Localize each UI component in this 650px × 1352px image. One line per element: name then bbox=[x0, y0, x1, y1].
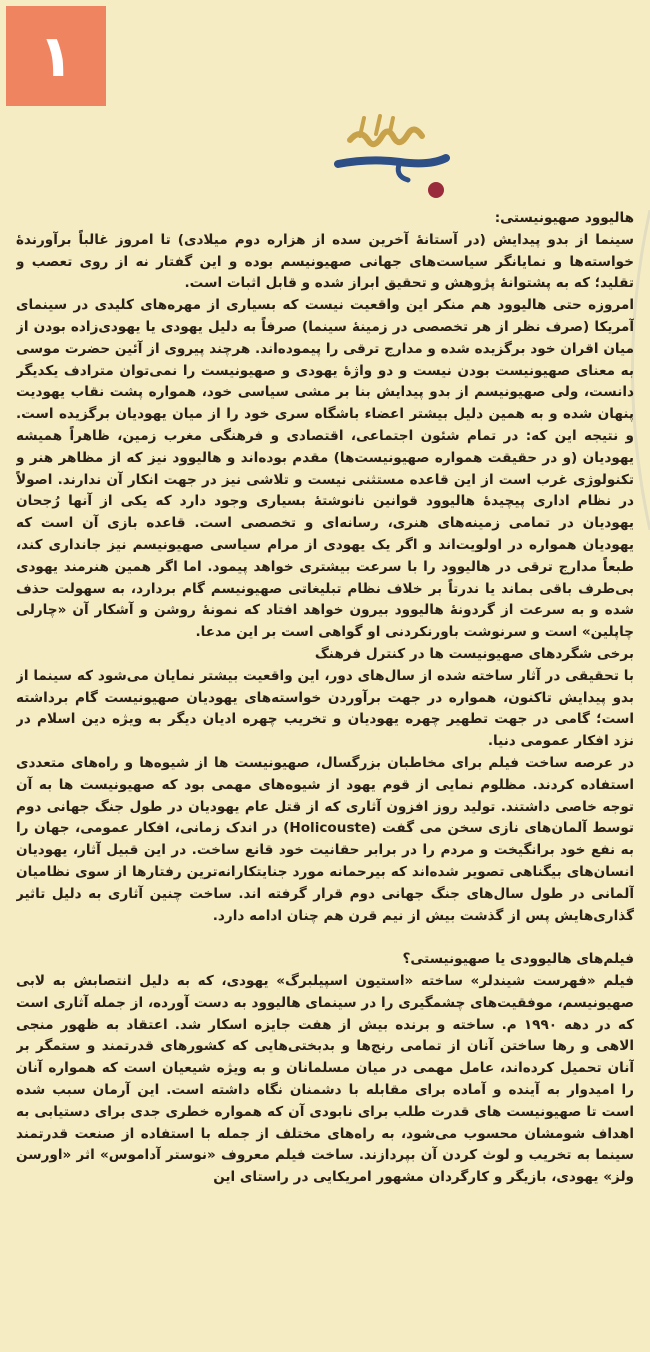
bismillah-calligraphy-icon bbox=[330, 110, 450, 200]
section-gap bbox=[16, 927, 634, 949]
page-number: ۱ bbox=[38, 22, 74, 90]
paragraph: امروزه حتی هالیوود هم منکر این واقعیت نیست که بسیاری از مهره‌های کلیدی در سینمای آمریکا (صرف نظر از هر تخصصی در زمینهٔ سینما) صرفاً به دلیل یهودی یا یهودی‌زاده بودن از میان اقران خود برگزیده شده و مدارج ترقی را پیموده‌اند. هرچند پیروی از آئین حضرت موسی به معنای صهیونیست بودن نیست و دو واژهٔ یهودی و صهیونیست را نمی‌توان مترادف یکدیگر دانست، ولی صهیونیسم از بدو پیدایش بنا بر مشی سیاسی خود، همواره پشت نقاب یهودیت پنهان شده و به همین دلیل بیشتر اعضاء باشگاه سری خود را از میان یهودیان برگزیده است. و نتیجه این که: در تمام شئون اجتماعی، اقتصادی و فرهنگی مغرب زمین، ظاهراً همیشه یهودیان (و در حقیقت همواره صهیونیست‌ها) مقدم بوده‌اند و هالیوود نیز که از مظاهر هنر و تکنولوژی غرب است از این قاعده مستثنی نیست و تلاشی نیز در جهت انکار آن ندارند. اصولاً در نظام اداری پیچیدهٔ هالیوود قوانین نانوشتهٔ بسیاری وجود دارد که یکی از آنها رُجحان یهودیان در تمامی زمینه‌های هنری، رسانه‌ای و تخصصی است. قاعده بازی آن است که یهودیان همواره در اولویت‌اند و اگر یک یهودی از مرام سیاسی صهیونیسم نیز جانداری کند، طبعاً مدارج ترقی در هالیوود را با سرعت بیشتری خواهد پیمود. اما اگر همین هنرمند یهودی بی‌طرف باقی بماند یا ندرتاً بر خلاف نظام تبلیغاتی صهیونیسم گام بردارد، به سهولت حذف شده و به سرعت از گردونهٔ هالیوود بیرون خواهد افتاد که نمونهٔ روشن و آشکار آن «چارلی چاپلین» است و سرنوشت باورنکردنی او گواهی است بر این مدعا. bbox=[16, 297, 634, 641]
paragraph: سینما از بدو پیدایش (در آستانهٔ آخرین سده از هزاره دوم میلادی) تا امروز غالباً برآورندهٔ خواسته‌ها و نمایانگر سیاست‌های جهانی صهیونیسم بوده و این گفتار نه از روی تعصب و تقلید؛ که به پشتوانهٔ پژوهش و تحقیق ابراز شده و قابل اثبات است. bbox=[16, 231, 634, 292]
page-number-badge bbox=[6, 6, 106, 106]
article-body bbox=[16, 208, 634, 1348]
paragraph: در عرصه ساخت فیلم برای مخاطبان بزرگسال، صهیونیست ها از شیوه‌ها و راه‌های متعددی استفاده کردند. مظلوم نمایی از قوم یهود از شیوه‌های مهمی بود که صهیونیست ها به آن توجه خاصی داشتند. تولید روز افزون آثاری که از قتل عام یهودیان در طول جنگ جهانی دوم توسط آلمان‌های نازی سخن می گفت (Holicouste) در اندک زمانی، افکار عمومی، جهان را به نفع خود برانگیخت و مردم را در برابر حقانیت خود قانع ساخت. در این قبیل آثار، یهودیان انسان‌های بیگناهی تصویر شده‌اند که بیرحمانه مورد جنایتکارانه‌ترین رفتارها از سوی نظامیان آلمانی در طول سال‌های جنگ جهانی دوم قرار گرفته اند. ساخت چنین آثاری به دلیل تاثیر گذاری‌هایش پس از گذشت بیش از نیم قرن هم چنان ادامه دارد. bbox=[16, 754, 634, 924]
section-heading-culture-control: برخی شگردهای صهیونیست ها در کنترل فرهنگ bbox=[314, 645, 634, 662]
paragraph: فیلم «فهرست شیندلر» ساخته «استیون اسپیلبرگ» یهودی، که به دلیل انتصابش به لابی صهیونیسم، موفقیت‌های چشمگیری را در سینمای هالیوود به دست آورده، از جمله آثاری است که در دهه ۱۹۹۰ م. ساخته و برنده بیش از هفت جایزه اسکار شد. اعتقاد به ظهور منجی الاهی و رها ساختن آنان از تمامی رنج‌ها و بدبختی‌هایی که کشورهای قدرتمند و ستمگر بر آنان تحمیل کرده‌اند، عامل مهمی در میان مسلمانان و به ویژه شیعیان است که همواره آنان را امیدوار به آینده و آماده برای مقابله با دشمنان نگاه داشته است. این آرمان سبب شده است تا صهیونیست های قدرت طلب برای نابودی آن که همواره خطری جدی برای دستیابی به اهداف شومشان محسوب می‌شود، به راه‌های مختلف از جمله با استفاده از صنعت قدرتمند سینما به تخریب و لوث کردن آن بپردازند. ساخت فیلم معروف «نوستر آداموس» اثر «اورسن ولز» یهودی، بازیگر و کارگردان مشهور امریکایی در راستای این bbox=[16, 973, 634, 1186]
paragraph: با تحقیقی در آثار ساخته شده از سال‌های دور، این واقعیت بیشتر نمایان می‌شود که سینما از بدو پیدایش تاکنون، همواره در جهت برآوردن خواسته‌های یهودیان صهیونیست گام برداشته است؛ گامی در جهت تطهیر چهره یهودیان و تخریب چهره ادیان دیگر به ویژه دین اسلام در نزد افکار عمومی دنیا. bbox=[16, 667, 634, 750]
section-heading-hollywood-films: فیلم‌های هالیوودی یا صهیونیستی؟ bbox=[402, 951, 634, 968]
section-heading-hollywood-zionist: هالیوود صهیونیستی: bbox=[494, 210, 634, 226]
